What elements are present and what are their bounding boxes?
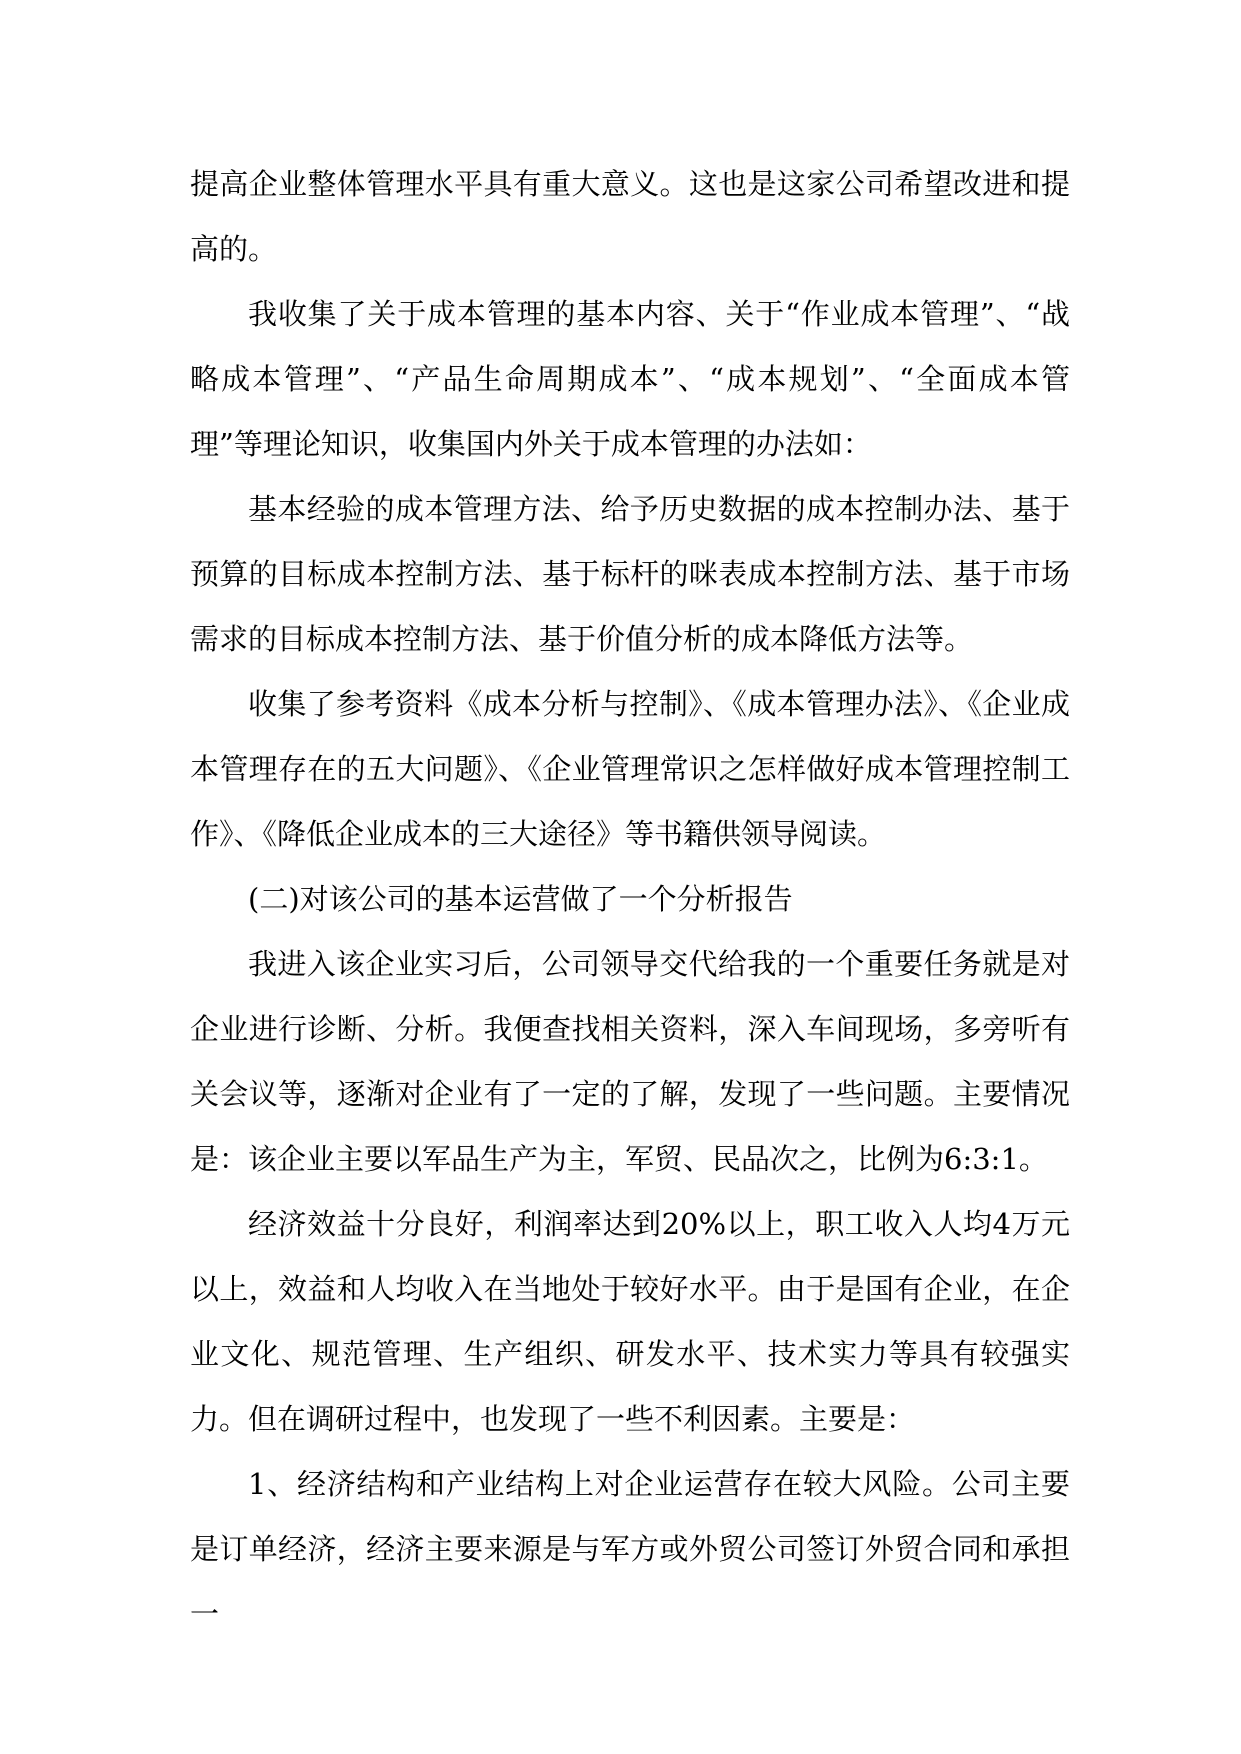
paragraph-reference-materials: 收集了参考资料《成本分析与控制》、《成本管理办法》、《企业成本管理存在的五大问题》、《企业管理常识之怎样做好成本管理控制工作》、《降低企业成本的三大途径》等书籍供领导阅读。 (190, 687, 1070, 851)
paragraph-economic-benefits: 经济效益十分良好，利润率达到20%以上，职工收入人均4万元以上，效益和人均收入在当地处于较好水平。由于是国有企业，在企业文化、规范管理、生产组织、研发水平、技术实力等具有较强实力。但在调研过程中，也发现了一些不利因素。主要是： (190, 1207, 1070, 1436)
section-heading-analysis-report: (二)对该公司的基本运营做了一个分析报告 (248, 882, 793, 916)
document-body (190, 152, 1070, 1647)
paragraph-continued: 提高企业整体管理水平具有重大意义。这也是这家公司希望改进和提高的。 (190, 167, 1070, 266)
paragraph-cost-management-collection: 我收集了关于成本管理的基本内容、关于“作业成本管理”、“战略成本管理”、“产品生命周期成本”、“成本规划”、“全面成本管理”等理论知识，收集国内外关于成本管理的办法如： (190, 297, 1070, 461)
paragraph-internship-diagnosis: 我进入该企业实习后，公司领导交代给我的一个重要任务就是对企业进行诊断、分析。我便查找相关资料，深入车间现场，多旁听有关会议等，逐渐对企业有了一定的了解，发现了一些问题。主要情况是：该企业主要以军品生产为主，军贸、民品次之，比例为6:3:1。 (190, 947, 1070, 1176)
paragraph-cost-control-methods: 基本经验的成本管理方法、给予历史数据的成本控制办法、基于预算的目标成本控制方法、基于标杆的咪表成本控制方法、基于市场需求的目标成本控制方法、基于价值分析的成本降低方法等。 (190, 492, 1070, 656)
paragraph-risk-item-1: 1、经济结构和产业结构上对企业运营存在较大风险。公司主要是订单经济，经济主要来源是与军方或外贸公司签订外贸合同和承担一 (190, 1467, 1070, 1631)
